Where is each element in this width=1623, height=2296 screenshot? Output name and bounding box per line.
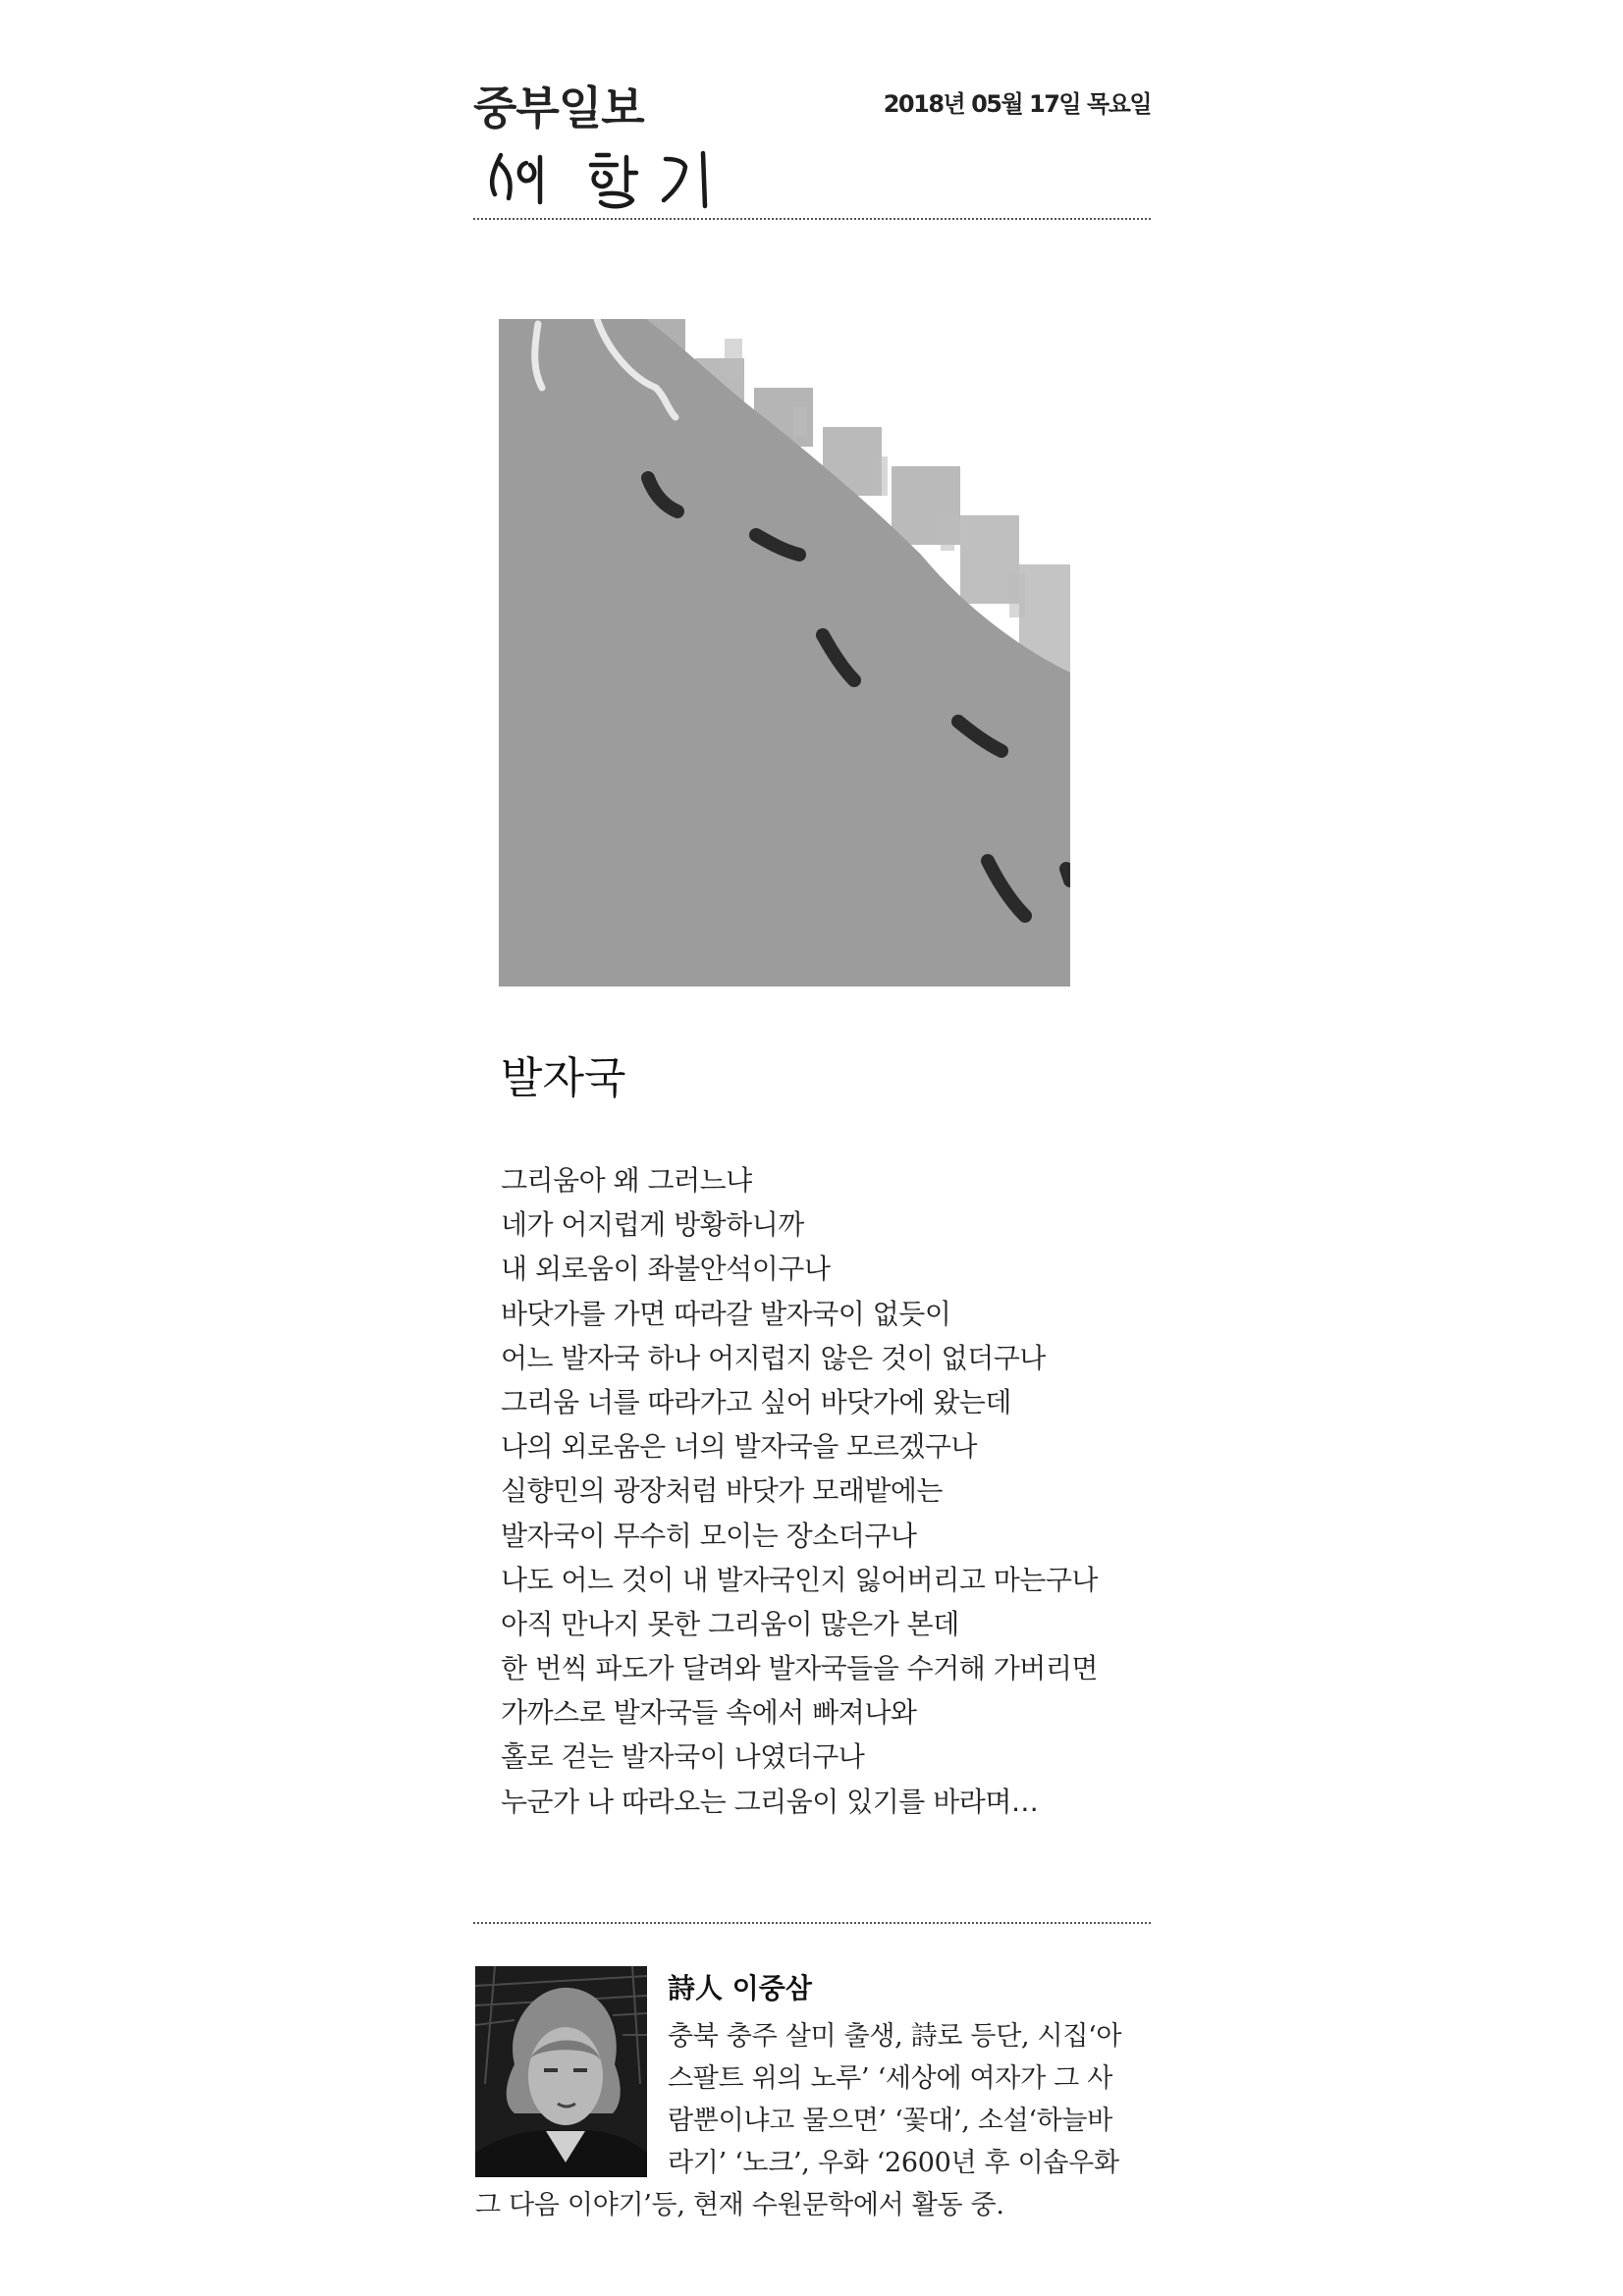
poem-line: 가까스로 발자국들 속에서 빠져나와 bbox=[501, 1696, 917, 1730]
poet-name: 詩人 이중삼 bbox=[668, 1972, 812, 2004]
poem-line: 홀로 걷는 발자국이 나였더구나 bbox=[501, 1740, 865, 1774]
poem-line: 네가 어지럽게 방황하니까 bbox=[501, 1208, 804, 1242]
poet-bio-line: 람뿐이냐고 물으면’ ‘꽃대’, 소설‘하늘바 bbox=[668, 2106, 1112, 2136]
poem-line: 나의 외로움은 너의 발자국을 모르겠구나 bbox=[501, 1430, 977, 1464]
header-divider bbox=[473, 218, 1151, 220]
poem-body bbox=[501, 1158, 1139, 1824]
poem-line: 어느 발자국 하나 어지럽지 않은 것이 없더구나 bbox=[501, 1341, 1046, 1374]
poem-line: 나도 어느 것이 내 발자국인지 잃어버리고 마는구나 bbox=[501, 1563, 1098, 1596]
poem-line: 내 외로움이 좌불안석이구나 bbox=[501, 1253, 831, 1286]
poem-title: 발자국 bbox=[501, 1053, 626, 1103]
poem-line: 한 번씩 파도가 달려와 발자국들을 수거해 가버리면 bbox=[501, 1652, 1098, 1685]
section-title-calligraphy bbox=[479, 143, 734, 212]
newspaper-masthead: 중부일보 bbox=[473, 81, 644, 134]
poem-line: 그리움아 왜 그러느냐 bbox=[501, 1164, 752, 1197]
footprints-illustration bbox=[499, 319, 1070, 987]
poet-bio-line: 그 다음 이야기’등, 현재 수원문학에서 활동 중. bbox=[475, 2190, 1004, 2220]
poem-line: 발자국이 무수히 모이는 장소더구나 bbox=[501, 1519, 917, 1552]
poet-bio-line: 스팔트 위의 노루’ ‘세상에 여자가 그 사 bbox=[668, 2063, 1112, 2094]
poem-line: 아직 만나지 못한 그리움이 많은가 본데 bbox=[501, 1607, 959, 1640]
poet-bio-line: 라기’ ‘노크’, 우화 ‘2600년 후 이솝우화 bbox=[668, 2148, 1119, 2178]
issue-date: 2018년 05월 17일 목요일 bbox=[883, 90, 1151, 118]
poet-bio-line: 충북 충주 살미 출생, 詩로 등단, 시집‘아 bbox=[668, 2021, 1122, 2052]
poem-line: 바닷가를 가면 따라갈 발자국이 없듯이 bbox=[501, 1297, 951, 1330]
footer-divider bbox=[473, 1922, 1151, 1924]
poem-line: 그리움 너를 따라가고 싶어 바닷가에 왔는데 bbox=[501, 1385, 1011, 1418]
poem-line: 실향민의 광장처럼 바닷가 모래밭에는 bbox=[501, 1474, 943, 1508]
poet-photo bbox=[475, 1966, 647, 2177]
poem-line: 누군가 나 따라오는 그리움이 있기를 바라며… bbox=[501, 1785, 1039, 1818]
